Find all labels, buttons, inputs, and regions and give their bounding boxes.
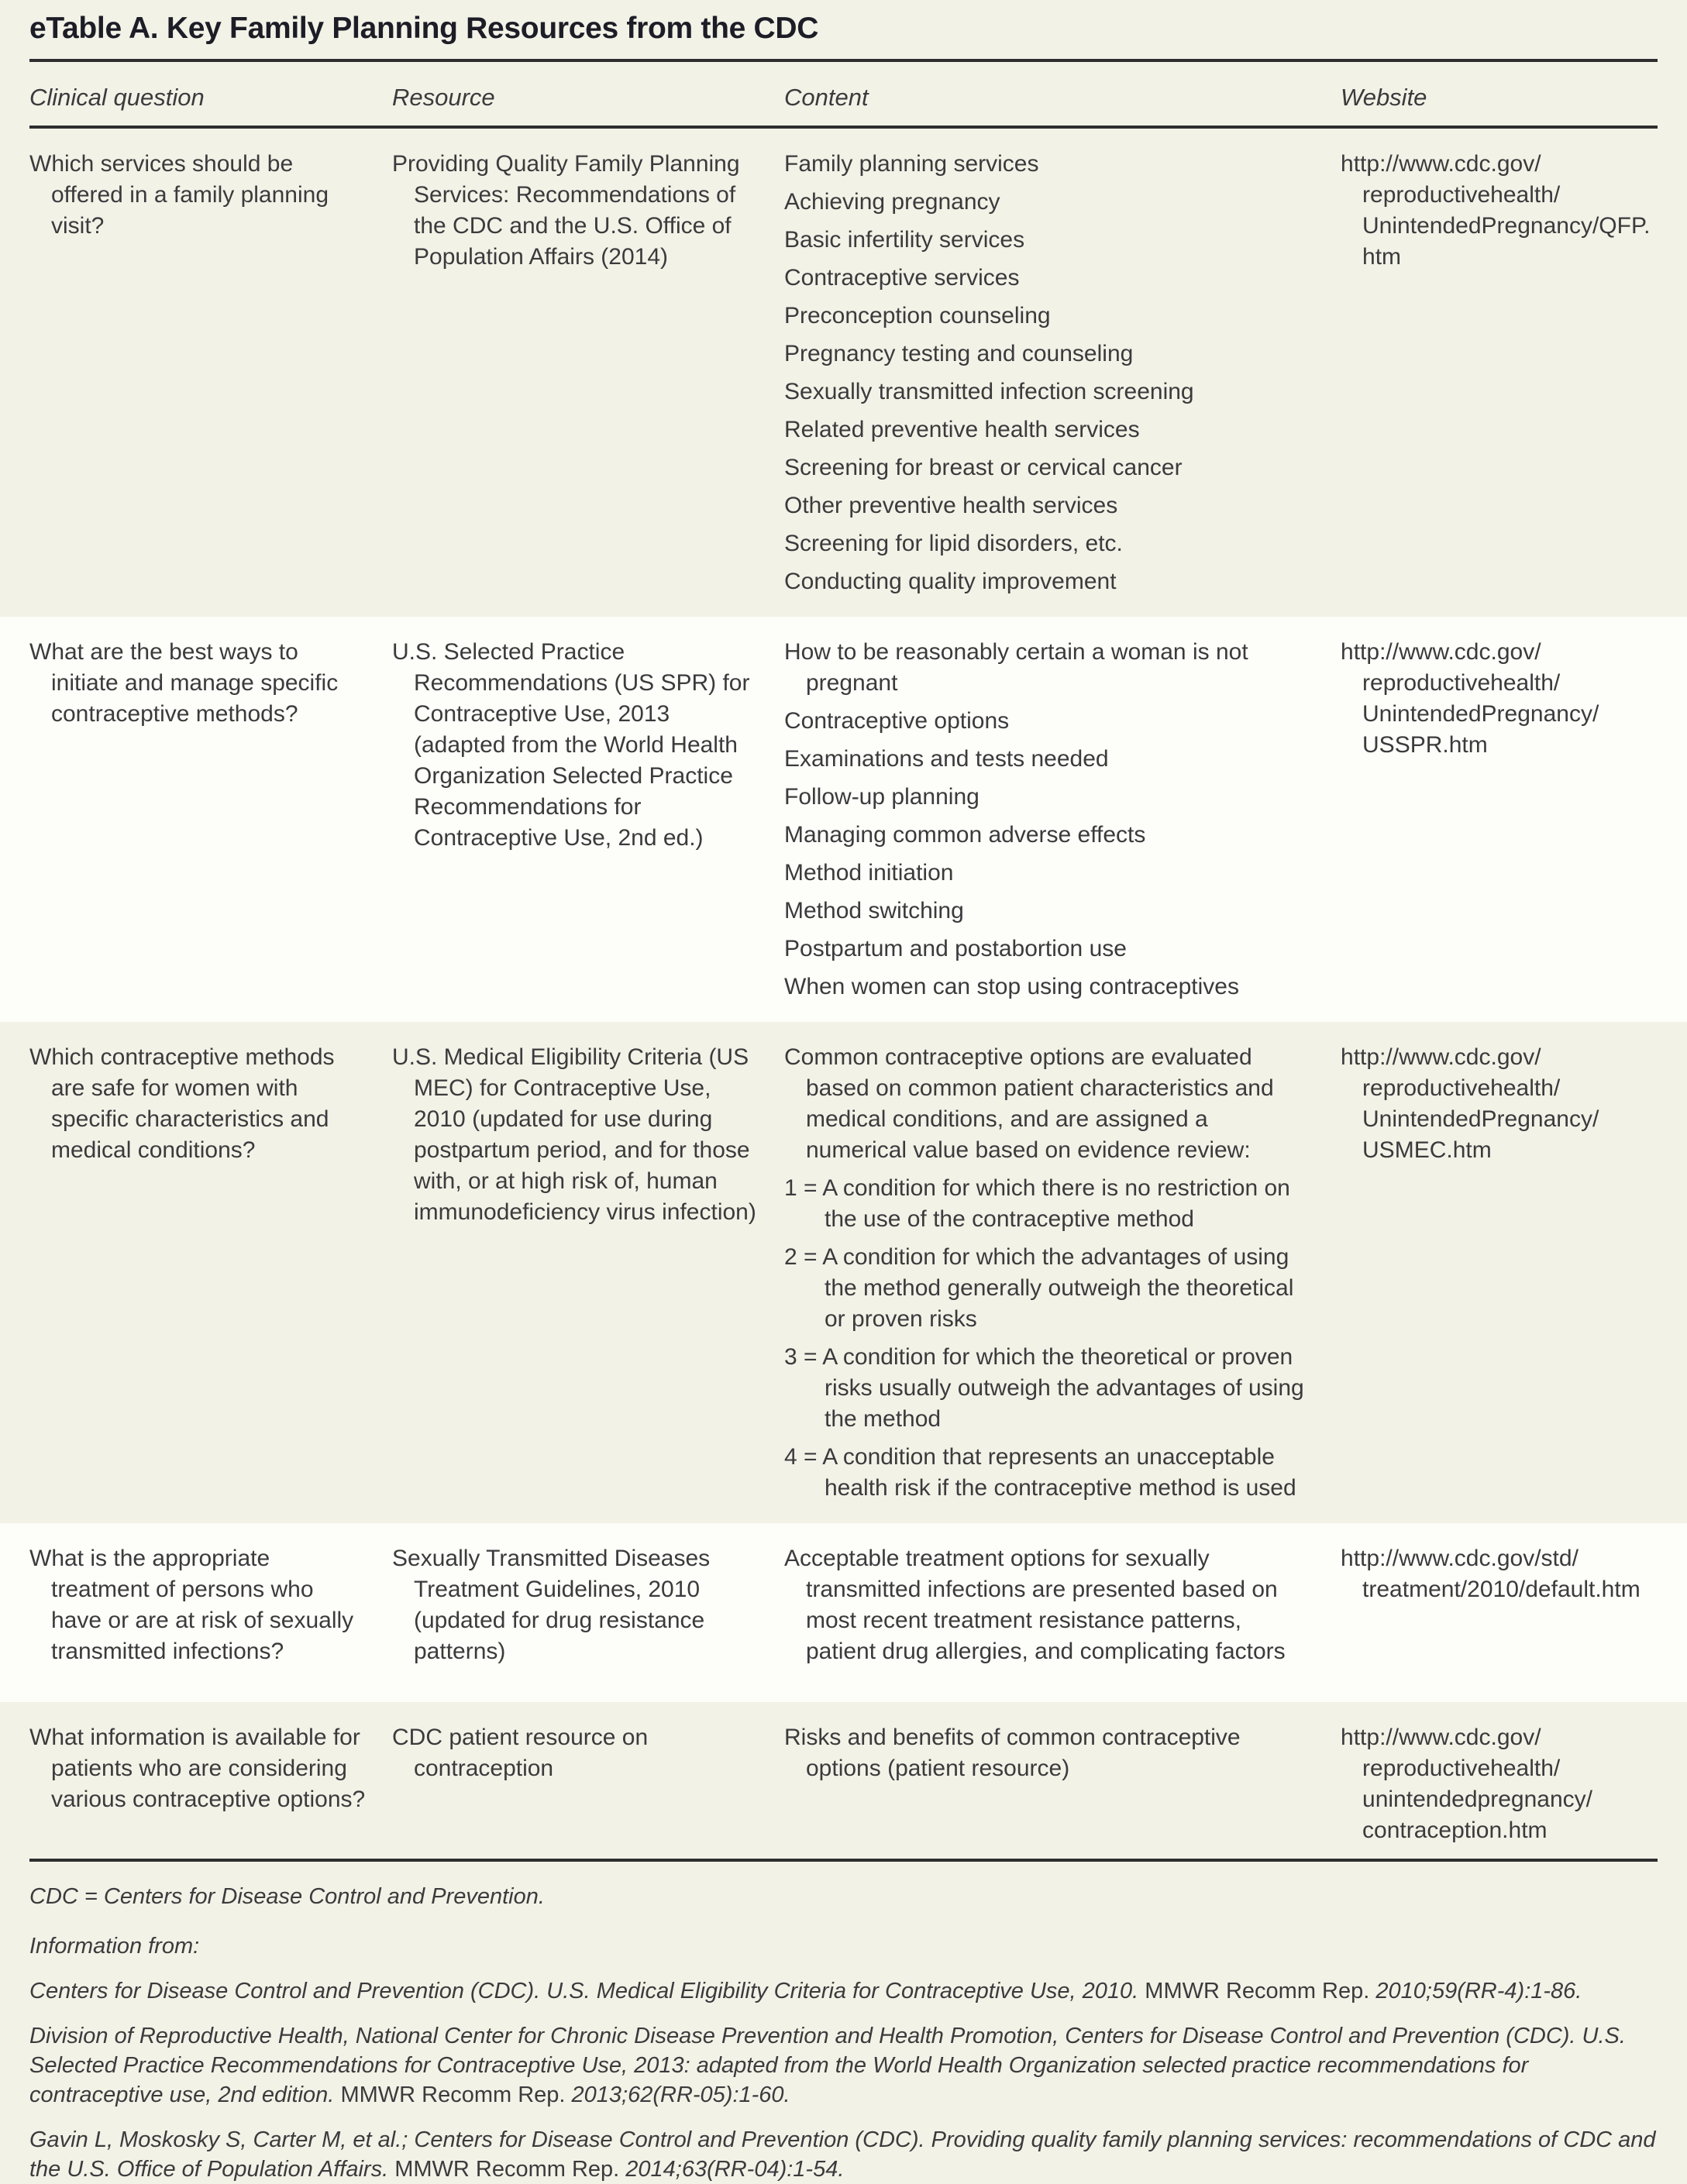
table-row: [0, 1702, 1687, 1859]
content-cell: [784, 637, 1341, 1009]
clinical-question-text: Which services should be offered in a family planning visit?: [29, 151, 329, 239]
clinical-question-cell: [29, 1722, 392, 1846]
table-row: [0, 1022, 1687, 1523]
content-item: Family planning services: [784, 151, 1039, 177]
content-item: Pregnancy testing and counseling: [784, 341, 1134, 366]
website-cell: [1341, 1722, 1658, 1846]
table-row: [0, 1523, 1687, 1702]
content-item: Screening for breast or cervical cancer: [784, 455, 1183, 480]
website-cell: [1341, 1543, 1658, 1690]
content-item: Contraceptive options: [784, 708, 1010, 734]
information-from-label: Information from:: [29, 1934, 200, 1959]
content-item: Basic infertility services: [784, 227, 1025, 253]
content-item: Related preventive health services: [784, 417, 1140, 442]
website-url: http://www.cdc.gov/reproductivehealth/unintendedpregnancy/contraception.htm: [1341, 1725, 1592, 1843]
clinical-question-text: What are the best ways to initiate and manage specific contraceptive methods?: [29, 639, 339, 727]
content-item: 2 = A condition for which the advantages of using the method generally outweigh the theoretical or proven risks: [784, 1244, 1294, 1332]
column-header-website: Website: [1341, 84, 1427, 111]
column-header-content: Content: [784, 84, 869, 111]
content-item: Managing common adverse effects: [784, 822, 1146, 848]
content-cell: [784, 149, 1341, 604]
content-item: Preconception counseling: [784, 303, 1051, 328]
content-item: Follow-up planning: [784, 784, 979, 810]
content-item: 4 = A condition that represents an unacceptable health risk if the contraceptive method is used: [784, 1444, 1296, 1501]
table-row: [0, 129, 1687, 617]
content-cell: [784, 1042, 1341, 1511]
content-item: Acceptable treatment options for sexually transmitted infections are presented based on most recent treatment resistance patterns, patient drug allergies, and complicating factors: [784, 1546, 1286, 1664]
content-item: Common contraceptive options are evaluated based on common patient characteristics and medical conditions, and are assigned a numerical value based on evidence review:: [784, 1044, 1274, 1163]
content-item: Contraceptive services: [784, 265, 1020, 291]
content-item: Risks and benefits of common contraceptive options (patient resource): [784, 1725, 1241, 1781]
table-body: [0, 129, 1687, 1859]
clinical-question-cell: [29, 637, 392, 1009]
content-item: 3 = A condition for which the theoretical or proven risks usually outweigh the advantages of using the method: [784, 1344, 1304, 1432]
resource-text: U.S. Medical Eligibility Criteria (US MEC) for Contraceptive Use, 2010 (updated for use during postpartum period, and for those with, or at high risk of, human immunodeficiency virus infection): [392, 1044, 756, 1225]
content-cell: [784, 1543, 1341, 1690]
resource-text: CDC patient resource on contraception: [392, 1725, 649, 1781]
content-item: Postpartum and postabortion use: [784, 936, 1127, 961]
content-cell: [784, 1722, 1341, 1846]
clinical-question-cell: [29, 1543, 392, 1690]
resource-cell: [392, 637, 784, 1009]
website-cell: [1341, 149, 1658, 604]
table-title: eTable A. Key Family Planning Resources from the CDC: [29, 12, 819, 45]
resource-text: Providing Quality Family Planning Services: Recommendations of the CDC and the U.S. Office of Population Affairs (2014): [392, 151, 740, 270]
table-footnotes: [29, 1882, 1658, 2184]
reference-entry: Division of Reproductive Health, National Center for Chronic Disease Prevention and Health Promotion, Centers for Disease Control and Prevention (CDC). U.S. Selected Practice Recommendations for Contraceptive Use, 2013: adapted from the World Health Organization selected practice recommendations for contraceptive use, 2nd edition. MMWR Recomm Rep. 2013;62(RR-05):1-60.: [29, 2024, 1626, 2107]
resource-text: Sexually Transmitted Diseases Treatment Guidelines, 2010 (updated for drug resistance patterns): [392, 1546, 711, 1664]
website-url: http://www.cdc.gov/reproductivehealth/UnintendedPregnancy/USMEC.htm: [1341, 1044, 1599, 1163]
resource-cell: [392, 149, 784, 604]
clinical-question-cell: [29, 1042, 392, 1511]
website-cell: [1341, 637, 1658, 1009]
content-item: 1 = A condition for which there is no restriction on the use of the contraceptive method: [784, 1175, 1290, 1232]
resource-cell: [392, 1722, 784, 1846]
content-item: How to be reasonably certain a woman is not pregnant: [784, 639, 1248, 696]
resource-cell: [392, 1042, 784, 1511]
content-item: Method switching: [784, 898, 964, 923]
resource-text: U.S. Selected Practice Recommendations (US SPR) for Contraceptive Use, 2013 (adapted from the World Health Organization Selected Practice Recommendations for Contraceptive Use, 2nd ed.): [392, 639, 750, 851]
content-item: When women can stop using contraceptives: [784, 974, 1239, 999]
website-url: http://www.cdc.gov/reproductivehealth/UnintendedPregnancy/QFP.htm: [1341, 151, 1651, 270]
abbreviation-note: CDC = Centers for Disease Control and Prevention.: [29, 1884, 545, 1909]
website-cell: [1341, 1042, 1658, 1511]
website-url: http://www.cdc.gov/std/treatment/2010/default.htm: [1341, 1546, 1641, 1602]
table-row: [0, 617, 1687, 1022]
column-header-resource: Resource: [392, 84, 495, 111]
reference-entry: Gavin L, Moskosky S, Carter M, et al.; Centers for Disease Control and Prevention (CDC). Providing quality family planning services: recommendations of CDC and the U.S. Office of Population Affairs. MMWR Recomm Rep. 2014;63(RR-04):1-54.: [29, 2127, 1656, 2182]
clinical-question-text: What is the appropriate treatment of persons who have or are at risk of sexually transmitted infections?: [29, 1546, 354, 1664]
column-header-clinical-question: Clinical question: [29, 84, 205, 111]
clinical-question-text: Which contraceptive methods are safe for women with specific characteristics and medical conditions?: [29, 1044, 335, 1163]
rule-table-bottom: [29, 1859, 1658, 1862]
content-item: Other preventive health services: [784, 493, 1118, 518]
content-item: Method initiation: [784, 860, 954, 886]
content-item: Achieving pregnancy: [784, 189, 1000, 215]
reference-entry: Centers for Disease Control and Prevention (CDC). U.S. Medical Eligibility Criteria for Contraceptive Use, 2010. MMWR Recomm Rep. 2010;59(RR-4):1-86.: [29, 1979, 1582, 2003]
clinical-question-text: What information is available for patients who are considering various contraceptive options?: [29, 1725, 366, 1812]
reference-list: [29, 1976, 1658, 2184]
content-item: Sexually transmitted infection screening: [784, 379, 1194, 404]
content-item: Conducting quality improvement: [784, 569, 1117, 594]
resource-cell: [392, 1543, 784, 1690]
clinical-question-cell: [29, 149, 392, 604]
content-item: Examinations and tests needed: [784, 746, 1109, 772]
website-url: http://www.cdc.gov/reproductivehealth/UnintendedPregnancy/USSPR.htm: [1341, 639, 1599, 758]
content-item: Screening for lipid disorders, etc.: [784, 531, 1123, 556]
table-header-row: [0, 62, 1687, 126]
